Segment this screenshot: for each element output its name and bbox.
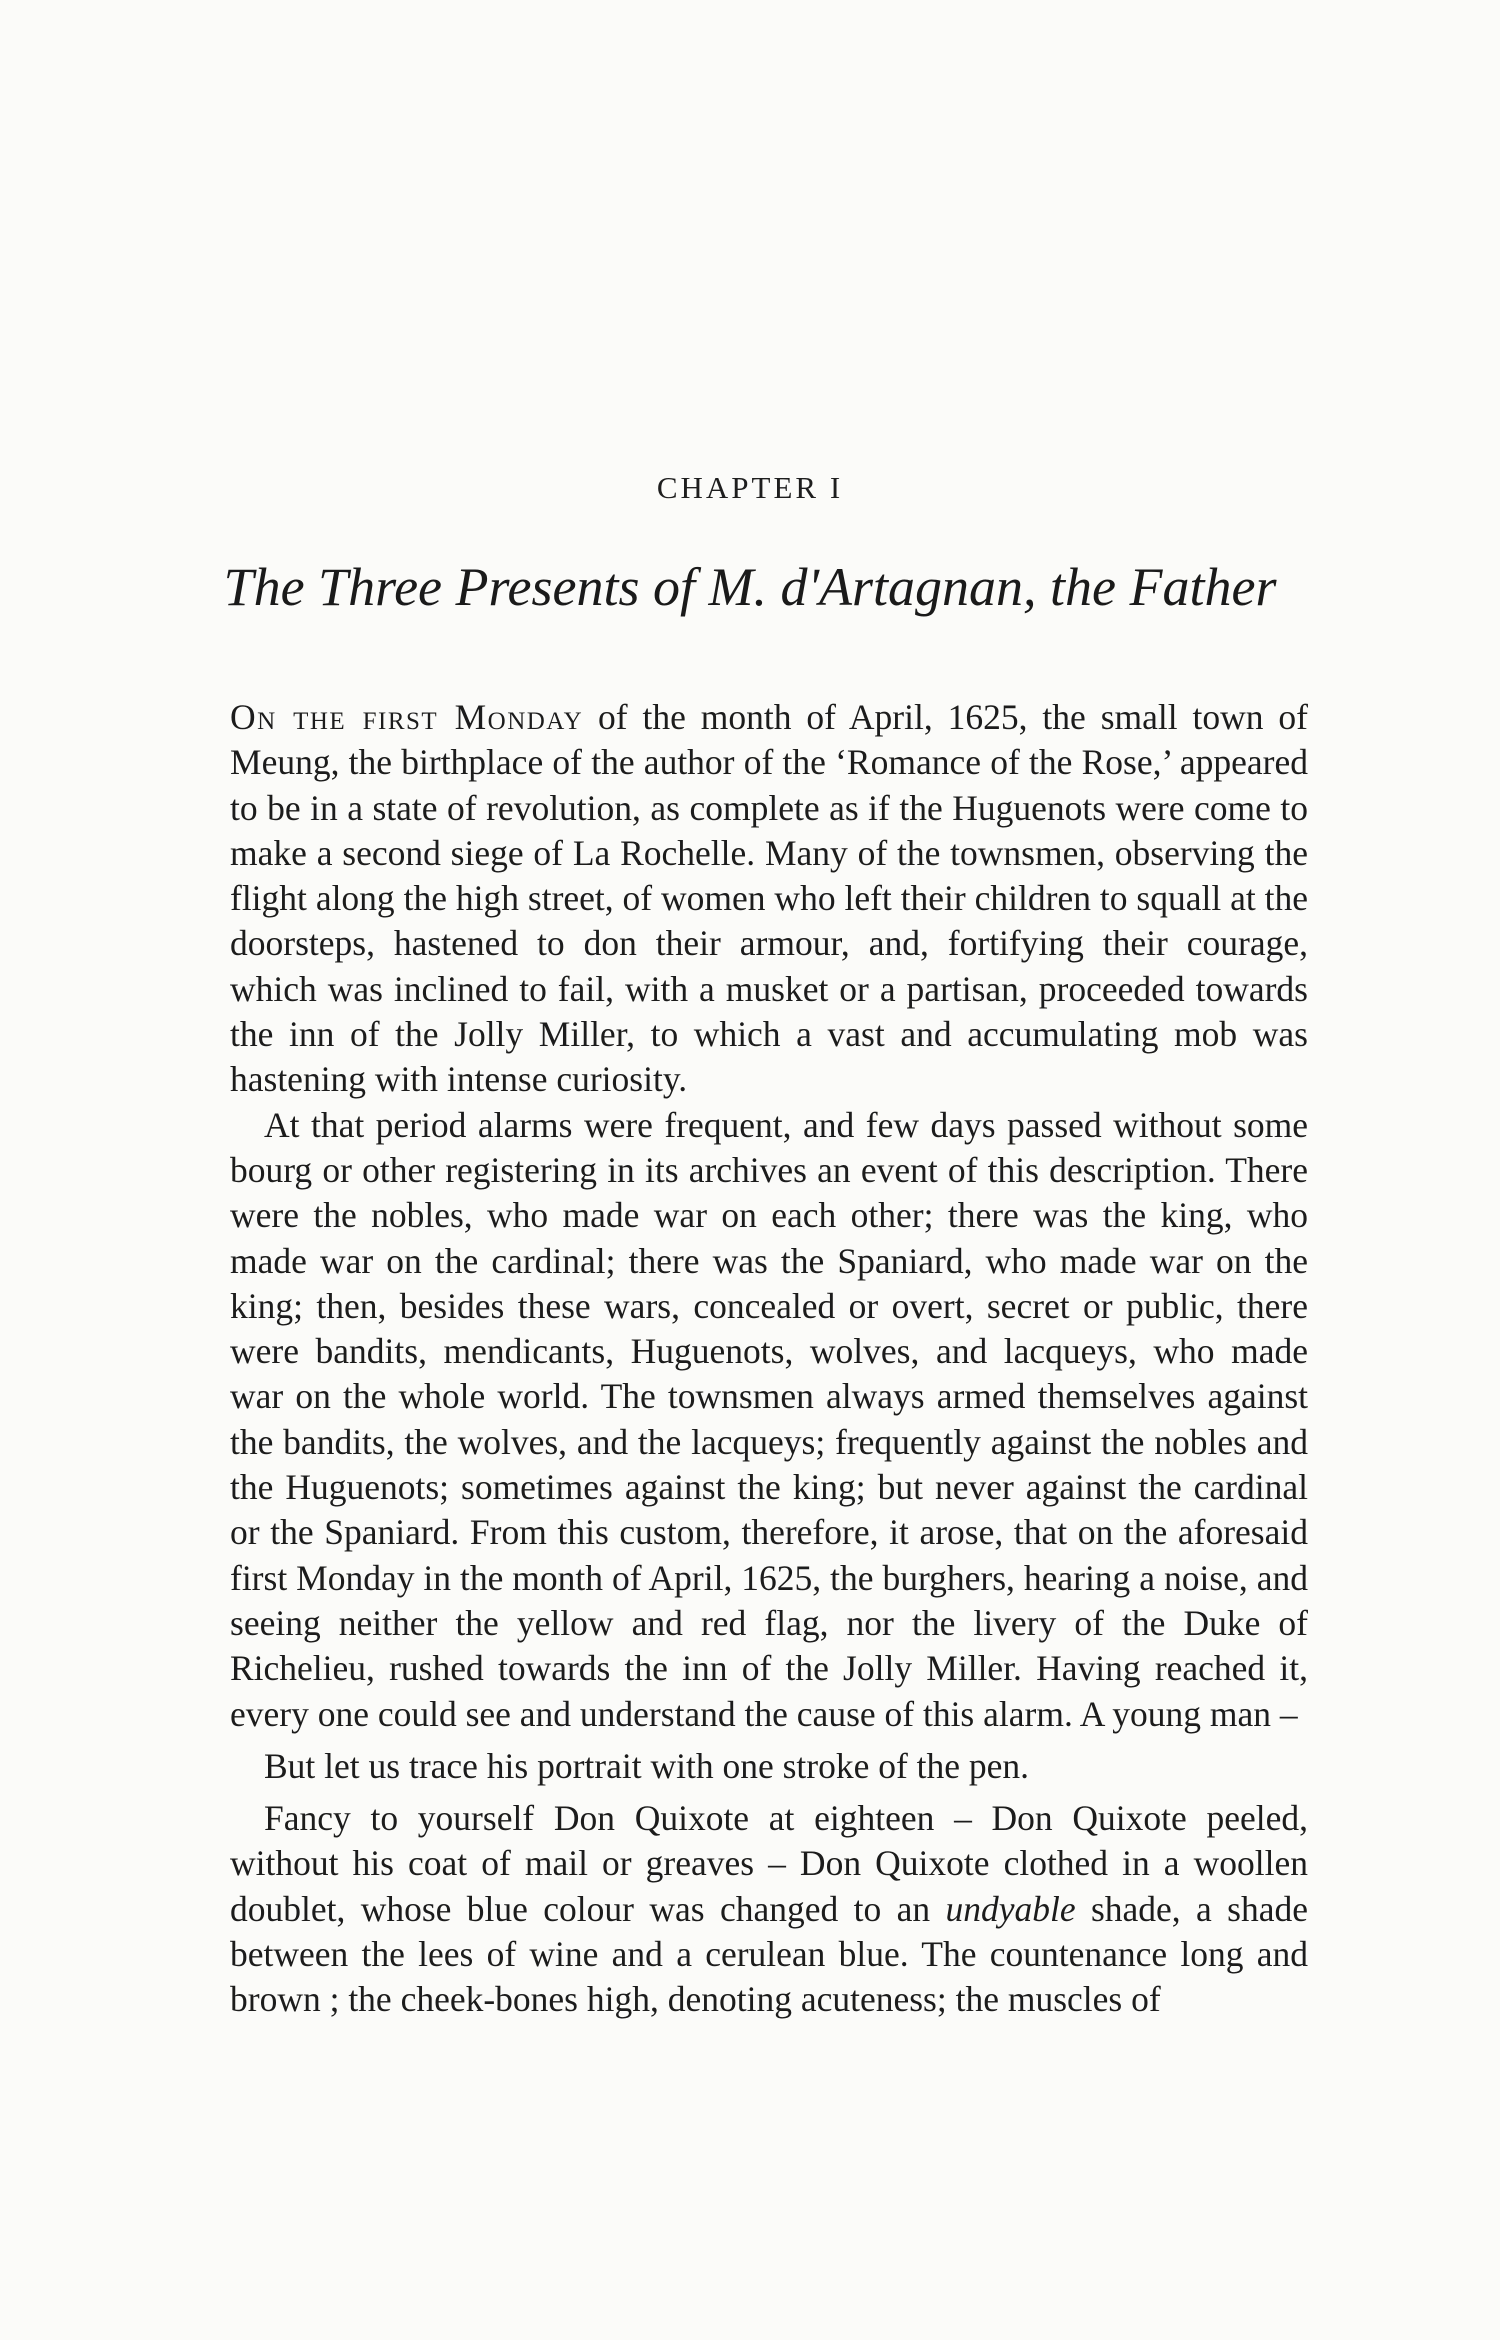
paragraph-1-lead: On the first Monday [230, 697, 584, 737]
chapter-title: The Three Presents of M. d'Artagnan, the Father [223, 557, 1277, 617]
paragraph-4-text-before: Fancy to yourself Don Quixote at eighteen – Don Quixote peeled, without his coat of mail or greaves – Don Quixote clothed in a woollen doublet, whose blue colour was changed to an [230, 1798, 1308, 1929]
paragraph-1 [230, 695, 1308, 1103]
paragraph-3 [230, 1744, 1308, 1789]
paragraph-4-italic-word: undyable [945, 1888, 1076, 1929]
paragraph-3-text: But let us trace his portrait with one stroke of the pen. [264, 1745, 1030, 1786]
paragraph-4-text-after: shade, a shade between the lees of wine and a cerulean blue. The countenance long and brown ; the cheek-bones high, denoting acuteness; the muscles of [230, 1888, 1308, 2020]
chapter-label: CHAPTER I [656, 470, 844, 505]
paragraph-1-text: of the month of April, 1625, the small town of Meung, the birthplace of the author of the ‘Romance of the Rose,’ appeared to be in a state of revolution, as complete as if the Huguenots were come to make a second siege of La Rochelle. Many of the townsmen, observing the flight along the high street, of women who left their children to squall at the doorsteps, hastened to don their armour, and, fortifying their courage, which was inclined to fail, with a musket or a partisan, proceeded towards the inn of the Jolly Miller, to which a vast and accumulating mob was hastening with intense curiosity. [230, 697, 1308, 1100]
paragraph-4 [230, 1796, 1308, 2022]
paragraph-2-text: At that period alarms were frequent, and few days passed without some bourg or other registering in its archives an event of this description. There were the nobles, who made war on each other; there was the king, who made war on the cardinal; there was the Spaniard, who made war on the king; then, besides these wars, concealed or overt, secret or public, there were bandits, mendicants, Huguenots, wolves, and lacqueys, who made war on the whole world. The townsmen always armed themselves against the bandits, the wolves, and the lacqueys; frequently against the nobles and the Huguenots; sometimes against the king; but never against the cardinal or the Spaniard. From this custom, therefore, it arose, that on the aforesaid first Monday in the month of April, 1625, the burghers, hearing a noise, and seeing neither the yellow and red flag, nor the livery of the Duke of Richelieu, rushed towards the inn of the Jolly Miller. Having reached it, every one could see and understand the cause of this alarm. A young man – [230, 1104, 1308, 1734]
chapter-body [230, 695, 1308, 2023]
paragraph-2 [230, 1103, 1308, 1737]
